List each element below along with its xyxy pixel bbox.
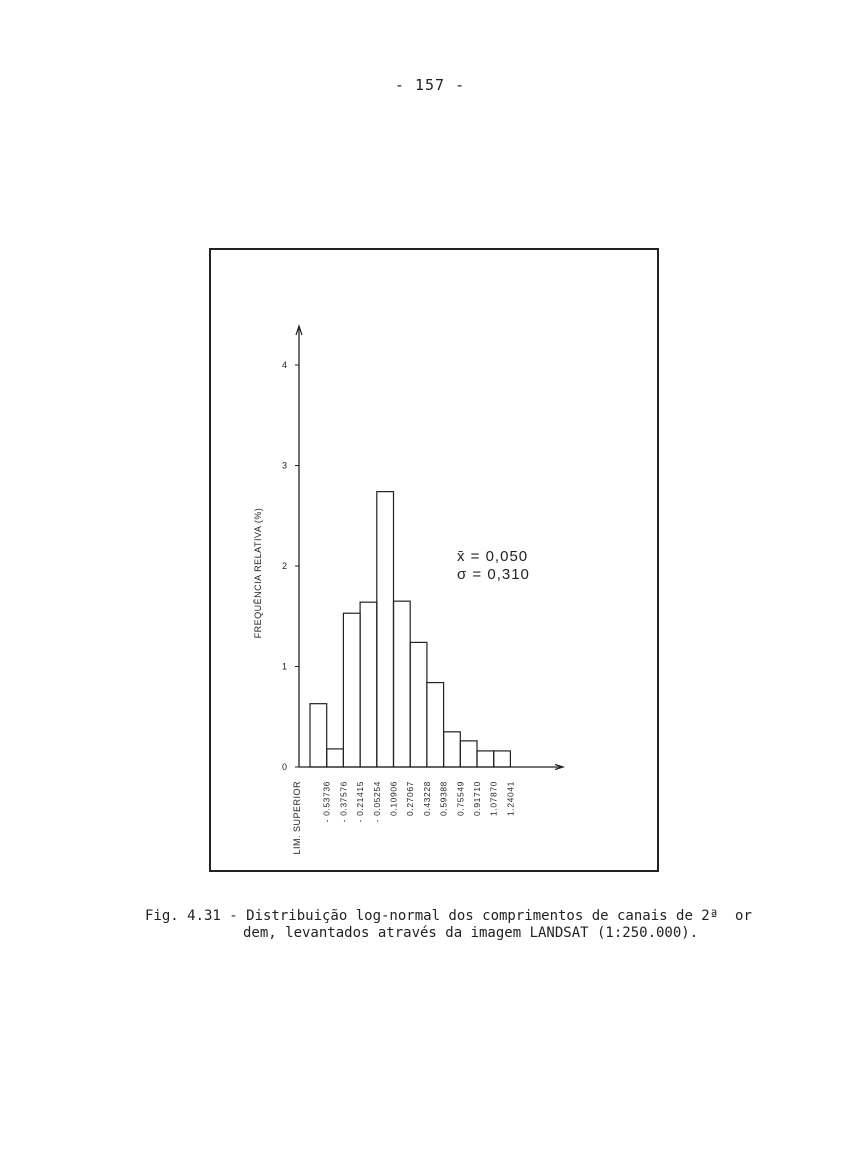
histogram-bar [477, 751, 494, 767]
x-tick-label: 0.91710 [472, 781, 482, 816]
x-axis-header: LIM. SUPERIOR [292, 781, 302, 855]
y-tick-label: 1 [281, 661, 287, 672]
histogram-bar [394, 601, 411, 767]
x-tick-label: 0.10906 [388, 781, 399, 816]
chart-bars [310, 492, 510, 767]
y-tick-label: 2 [281, 561, 287, 571]
x-tick-label: - 0.53736 [321, 781, 332, 823]
histogram-bar [343, 613, 360, 767]
histogram-bar [377, 492, 394, 767]
x-tick-label: 1.24041 [505, 781, 516, 816]
x-tick-labels [322, 781, 516, 822]
histogram-bar [327, 749, 344, 767]
histogram-bar [460, 741, 477, 767]
y-tick-label: 4 [281, 360, 287, 370]
stats-annotation [457, 548, 530, 583]
y-tick-labels [282, 360, 299, 772]
y-tick-label: 0 [281, 762, 287, 772]
histogram-bar [427, 683, 444, 767]
x-tick-label: 1.07870 [488, 781, 499, 816]
x-tick-label: 0.27067 [405, 781, 416, 816]
histogram-chart [211, 250, 657, 870]
caption-line-1: Fig. 4.31 - Distribuição log-normal dos comprimentos de canais de 2ª or [145, 908, 752, 924]
mean-label: x̄ = 0,050 [457, 548, 529, 565]
caption-line-2: dem, levantados através da imagem LANDSAT (1:250.000). [243, 925, 699, 941]
y-tick-label: 3 [281, 460, 287, 471]
page-number: - 157 - [394, 76, 466, 94]
histogram-bar [444, 732, 461, 767]
y-axis-label: FREQUÊNCIA RELATIVA (%) [253, 507, 263, 639]
x-tick-label: - 0.21415 [355, 781, 366, 823]
histogram-bar [310, 704, 327, 767]
figure-caption [145, 908, 765, 942]
x-tick-label: 0.75549 [455, 781, 466, 816]
histogram-bar [494, 751, 511, 767]
x-tick-label: - 0.05254 [371, 781, 382, 823]
x-tick-label: 0.59388 [438, 781, 449, 816]
sigma-label: σ = 0,310 [457, 566, 530, 583]
x-tick-label: 0.43228 [421, 781, 432, 816]
histogram-bar [360, 602, 377, 767]
figure-frame [209, 248, 659, 872]
histogram-bar [410, 642, 427, 767]
x-tick-label: - 0.37576 [338, 781, 349, 823]
